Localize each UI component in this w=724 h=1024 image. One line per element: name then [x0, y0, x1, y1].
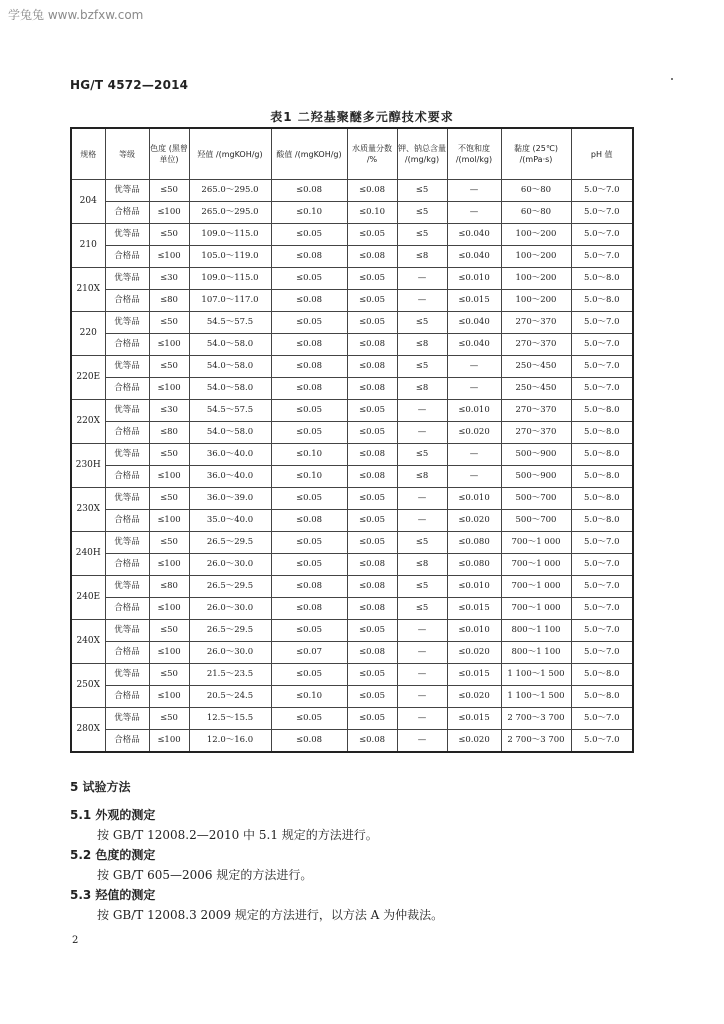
ph-cell: 5.0～8.0 [571, 686, 633, 708]
header-viscosity: 黏度 (25℃) /(mPa·s) [501, 128, 571, 180]
grade-cell: 合格品 [105, 246, 149, 268]
color-cell: ≤50 [149, 532, 189, 554]
unsat-cell: ≤0.020 [447, 686, 501, 708]
ph-cell: 5.0～8.0 [571, 488, 633, 510]
table-row [71, 268, 633, 290]
header-unsaturation: 不饱和度 /(mol/kg) [447, 128, 501, 180]
table-row [71, 532, 633, 554]
grade-cell: 合格品 [105, 686, 149, 708]
hydroxyl-cell: 12.5～15.5 [189, 708, 271, 730]
kna-cell: — [397, 422, 447, 444]
grade-cell: 优等品 [105, 488, 149, 510]
visc-cell: 60～80 [501, 202, 571, 224]
table-row [71, 444, 633, 466]
hydroxyl-cell: 36.0～40.0 [189, 466, 271, 488]
visc-cell: 250～450 [501, 356, 571, 378]
ph-cell: 5.0～8.0 [571, 466, 633, 488]
scan-speck [671, 78, 673, 80]
color-cell: ≤50 [149, 444, 189, 466]
table-row [71, 664, 633, 686]
acid-cell: ≤0.10 [271, 444, 347, 466]
hydroxyl-cell: 26.0～30.0 [189, 554, 271, 576]
ph-cell: 5.0～8.0 [571, 422, 633, 444]
color-cell: ≤50 [149, 664, 189, 686]
hydroxyl-cell: 54.0～58.0 [189, 356, 271, 378]
water-cell: ≤0.08 [347, 576, 397, 598]
water-cell: ≤0.05 [347, 532, 397, 554]
section-5-1-title: 5.1 外观的测定 [70, 808, 156, 822]
visc-cell: 100～200 [501, 290, 571, 312]
ph-cell: 5.0～7.0 [571, 180, 633, 202]
acid-cell: ≤0.08 [271, 576, 347, 598]
ph-cell: 5.0～8.0 [571, 444, 633, 466]
visc-cell: 2 700～3 700 [501, 708, 571, 730]
table-row [71, 488, 633, 510]
color-cell: ≤50 [149, 224, 189, 246]
kna-cell: ≤5 [397, 224, 447, 246]
visc-cell: 1 100～1 500 [501, 664, 571, 686]
table-row [71, 620, 633, 642]
kna-cell: ≤8 [397, 378, 447, 400]
hydroxyl-cell: 35.0～40.0 [189, 510, 271, 532]
document-code: HG/T 4572—2014 [70, 78, 189, 92]
water-cell: ≤0.05 [347, 708, 397, 730]
hydroxyl-cell: 20.5～24.5 [189, 686, 271, 708]
grade-cell: 合格品 [105, 554, 149, 576]
acid-cell: ≤0.10 [271, 202, 347, 224]
spec-code-cell: 210 [71, 224, 105, 268]
section-5-2-body: 按 GB/T 605—2006 规定的方法进行。 [97, 868, 313, 882]
section-5-3-title: 5.3 羟值的测定 [70, 888, 156, 902]
hydroxyl-cell: 36.0～40.0 [189, 444, 271, 466]
unsat-cell: ≤0.010 [447, 620, 501, 642]
table-row [71, 422, 633, 444]
visc-cell: 500～900 [501, 444, 571, 466]
header-color: 色度 (黑曾单位) [149, 128, 189, 180]
water-cell: ≤0.08 [347, 246, 397, 268]
hydroxyl-cell: 12.0～16.0 [189, 730, 271, 753]
grade-cell: 合格品 [105, 422, 149, 444]
color-cell: ≤80 [149, 290, 189, 312]
ph-cell: 5.0～7.0 [571, 620, 633, 642]
kna-cell: ≤5 [397, 202, 447, 224]
kna-cell: — [397, 400, 447, 422]
spec-code-cell: 240X [71, 620, 105, 664]
ph-cell: 5.0～7.0 [571, 378, 633, 400]
hydroxyl-cell: 26.5～29.5 [189, 576, 271, 598]
page-number: 2 [72, 935, 79, 946]
acid-cell: ≤0.05 [271, 312, 347, 334]
water-cell: ≤0.05 [347, 312, 397, 334]
visc-cell: 270～370 [501, 400, 571, 422]
visc-cell: 500～700 [501, 488, 571, 510]
color-cell: ≤100 [149, 686, 189, 708]
acid-cell: ≤0.05 [271, 708, 347, 730]
water-cell: ≤0.10 [347, 202, 397, 224]
grade-cell: 优等品 [105, 356, 149, 378]
kna-cell: ≤5 [397, 180, 447, 202]
table-row [71, 466, 633, 488]
unsat-cell: ≤0.010 [447, 488, 501, 510]
acid-cell: ≤0.05 [271, 532, 347, 554]
unsat-cell: — [447, 378, 501, 400]
color-cell: ≤100 [149, 730, 189, 753]
visc-cell: 700～1 000 [501, 598, 571, 620]
hydroxyl-cell: 54.5～57.5 [189, 400, 271, 422]
color-cell: ≤100 [149, 642, 189, 664]
kna-cell: — [397, 642, 447, 664]
grade-cell: 合格品 [105, 202, 149, 224]
table-row [71, 246, 633, 268]
unsat-cell: ≤0.010 [447, 268, 501, 290]
unsat-cell: ≤0.015 [447, 290, 501, 312]
table-row [71, 400, 633, 422]
header-spec: 规格 [71, 128, 105, 180]
acid-cell: ≤0.08 [271, 510, 347, 532]
water-cell: ≤0.05 [347, 488, 397, 510]
visc-cell: 100～200 [501, 246, 571, 268]
visc-cell: 700～1 000 [501, 554, 571, 576]
acid-cell: ≤0.10 [271, 466, 347, 488]
hydroxyl-cell: 54.0～58.0 [189, 422, 271, 444]
ph-cell: 5.0～7.0 [571, 598, 633, 620]
unsat-cell: — [447, 180, 501, 202]
acid-cell: ≤0.08 [271, 334, 347, 356]
ph-cell: 5.0～8.0 [571, 268, 633, 290]
visc-cell: 2 700～3 700 [501, 730, 571, 753]
water-cell: ≤0.08 [347, 444, 397, 466]
table-row [71, 334, 633, 356]
acid-cell: ≤0.08 [271, 378, 347, 400]
grade-cell: 优等品 [105, 224, 149, 246]
header-water: 水质量分数 /% [347, 128, 397, 180]
grade-cell: 优等品 [105, 444, 149, 466]
ph-cell: 5.0～7.0 [571, 202, 633, 224]
water-cell: ≤0.05 [347, 268, 397, 290]
visc-cell: 800～1 100 [501, 642, 571, 664]
spec-code-cell: 230H [71, 444, 105, 488]
table-row [71, 378, 633, 400]
hydroxyl-cell: 265.0～295.0 [189, 202, 271, 224]
water-cell: ≤0.08 [347, 356, 397, 378]
table-row [71, 730, 633, 753]
spec-code-cell: 210X [71, 268, 105, 312]
color-cell: ≤100 [149, 466, 189, 488]
header-hydroxyl: 羟值 /(mgKOH/g) [189, 128, 271, 180]
unsat-cell: ≤0.020 [447, 730, 501, 753]
table-row [71, 180, 633, 202]
table-body [71, 180, 633, 753]
water-cell: ≤0.05 [347, 620, 397, 642]
section-5-3-body: 按 GB/T 12008.3 2009 规定的方法进行，以方法 A 为仲裁法。 [97, 908, 444, 922]
kna-cell: — [397, 620, 447, 642]
ph-cell: 5.0～7.0 [571, 356, 633, 378]
color-cell: ≤80 [149, 422, 189, 444]
table-row [71, 356, 633, 378]
color-cell: ≤50 [149, 180, 189, 202]
hydroxyl-cell: 26.5～29.5 [189, 532, 271, 554]
color-cell: ≤100 [149, 378, 189, 400]
table-row [71, 312, 633, 334]
color-cell: ≤100 [149, 598, 189, 620]
acid-cell: ≤0.05 [271, 224, 347, 246]
color-cell: ≤30 [149, 268, 189, 290]
kna-cell: ≤5 [397, 312, 447, 334]
color-cell: ≤100 [149, 510, 189, 532]
grade-cell: 合格品 [105, 378, 149, 400]
color-cell: ≤30 [149, 400, 189, 422]
kna-cell: ≤8 [397, 246, 447, 268]
kna-cell: — [397, 488, 447, 510]
acid-cell: ≤0.08 [271, 246, 347, 268]
unsat-cell: ≤0.010 [447, 400, 501, 422]
ph-cell: 5.0～7.0 [571, 730, 633, 753]
grade-cell: 优等品 [105, 576, 149, 598]
hydroxyl-cell: 109.0～115.0 [189, 268, 271, 290]
visc-cell: 100～200 [501, 268, 571, 290]
hydroxyl-cell: 26.0～30.0 [189, 598, 271, 620]
grade-cell: 优等品 [105, 180, 149, 202]
color-cell: ≤80 [149, 576, 189, 598]
unsat-cell: — [447, 202, 501, 224]
section-5-2-title: 5.2 色度的测定 [70, 848, 156, 862]
ph-cell: 5.0～7.0 [571, 334, 633, 356]
visc-cell: 270～370 [501, 312, 571, 334]
hydroxyl-cell: 265.0～295.0 [189, 180, 271, 202]
unsat-cell: ≤0.040 [447, 246, 501, 268]
header-ph: pH 值 [571, 128, 633, 180]
unsat-cell: ≤0.015 [447, 598, 501, 620]
table-row [71, 598, 633, 620]
hydroxyl-cell: 21.5～23.5 [189, 664, 271, 686]
watermark-text: 学兔兔 www.bzfxw.com [8, 8, 144, 22]
spec-code-cell: 280X [71, 708, 105, 753]
table-row [71, 642, 633, 664]
kna-cell: — [397, 686, 447, 708]
unsat-cell: ≤0.010 [447, 576, 501, 598]
color-cell: ≤100 [149, 202, 189, 224]
grade-cell: 合格品 [105, 510, 149, 532]
color-cell: ≤100 [149, 246, 189, 268]
water-cell: ≤0.08 [347, 180, 397, 202]
ph-cell: 5.0～7.0 [571, 312, 633, 334]
grade-cell: 合格品 [105, 290, 149, 312]
table-row [71, 202, 633, 224]
acid-cell: ≤0.05 [271, 268, 347, 290]
table-header-row [71, 128, 633, 180]
grade-cell: 合格品 [105, 730, 149, 753]
water-cell: ≤0.05 [347, 400, 397, 422]
acid-cell: ≤0.05 [271, 554, 347, 576]
ph-cell: 5.0～8.0 [571, 510, 633, 532]
unsat-cell: ≤0.020 [447, 510, 501, 532]
unsat-cell: ≤0.040 [447, 312, 501, 334]
visc-cell: 500～700 [501, 510, 571, 532]
kna-cell: ≤8 [397, 466, 447, 488]
ph-cell: 5.0～7.0 [571, 708, 633, 730]
grade-cell: 优等品 [105, 532, 149, 554]
spec-table [70, 127, 634, 753]
kna-cell: — [397, 268, 447, 290]
kna-cell: — [397, 664, 447, 686]
visc-cell: 250～450 [501, 378, 571, 400]
hydroxyl-cell: 54.0～58.0 [189, 334, 271, 356]
acid-cell: ≤0.08 [271, 598, 347, 620]
visc-cell: 700～1 000 [501, 576, 571, 598]
table-row [71, 510, 633, 532]
table-caption: 表1 二羟基聚醚多元醇技术要求 [270, 110, 454, 124]
color-cell: ≤50 [149, 488, 189, 510]
table-row [71, 576, 633, 598]
spec-code-cell: 220X [71, 400, 105, 444]
kna-cell: — [397, 510, 447, 532]
water-cell: ≤0.05 [347, 290, 397, 312]
section-5-title: 5 试验方法 [70, 780, 131, 794]
water-cell: ≤0.08 [347, 598, 397, 620]
unsat-cell: ≤0.040 [447, 334, 501, 356]
unsat-cell: — [447, 444, 501, 466]
grade-cell: 合格品 [105, 598, 149, 620]
acid-cell: ≤0.05 [271, 620, 347, 642]
table-row [71, 686, 633, 708]
water-cell: ≤0.08 [347, 730, 397, 753]
spec-code-cell: 220E [71, 356, 105, 400]
visc-cell: 500～900 [501, 466, 571, 488]
ph-cell: 5.0～7.0 [571, 642, 633, 664]
color-cell: ≤50 [149, 356, 189, 378]
water-cell: ≤0.05 [347, 510, 397, 532]
unsat-cell: ≤0.080 [447, 532, 501, 554]
hydroxyl-cell: 54.5～57.5 [189, 312, 271, 334]
header-grade: 等级 [105, 128, 149, 180]
visc-cell: 100～200 [501, 224, 571, 246]
kna-cell: ≤5 [397, 444, 447, 466]
water-cell: ≤0.08 [347, 642, 397, 664]
hydroxyl-cell: 26.5～29.5 [189, 620, 271, 642]
acid-cell: ≤0.07 [271, 642, 347, 664]
hydroxyl-cell: 36.0～39.0 [189, 488, 271, 510]
spec-code-cell: 250X [71, 664, 105, 708]
grade-cell: 合格品 [105, 334, 149, 356]
ph-cell: 5.0～8.0 [571, 664, 633, 686]
ph-cell: 5.0～8.0 [571, 400, 633, 422]
acid-cell: ≤0.08 [271, 730, 347, 753]
visc-cell: 1 100～1 500 [501, 686, 571, 708]
color-cell: ≤100 [149, 334, 189, 356]
kna-cell: ≤8 [397, 334, 447, 356]
section-5-1-body: 按 GB/T 12008.2—2010 中 5.1 规定的方法进行。 [97, 828, 378, 842]
unsat-cell: — [447, 356, 501, 378]
acid-cell: ≤0.08 [271, 180, 347, 202]
unsat-cell: — [447, 466, 501, 488]
header-acid: 酸值 /(mgKOH/g) [271, 128, 347, 180]
visc-cell: 60～80 [501, 180, 571, 202]
grade-cell: 合格品 [105, 642, 149, 664]
kna-cell: ≤5 [397, 576, 447, 598]
acid-cell: ≤0.05 [271, 664, 347, 686]
acid-cell: ≤0.08 [271, 290, 347, 312]
unsat-cell: ≤0.020 [447, 422, 501, 444]
color-cell: ≤50 [149, 620, 189, 642]
water-cell: ≤0.05 [347, 422, 397, 444]
ph-cell: 5.0～7.0 [571, 576, 633, 598]
visc-cell: 270～370 [501, 334, 571, 356]
acid-cell: ≤0.05 [271, 422, 347, 444]
grade-cell: 优等品 [105, 312, 149, 334]
acid-cell: ≤0.08 [271, 356, 347, 378]
visc-cell: 800～1 100 [501, 620, 571, 642]
unsat-cell: ≤0.040 [447, 224, 501, 246]
ph-cell: 5.0～8.0 [571, 290, 633, 312]
header-k-na: 钾、钠总含量 /(mg/kg) [397, 128, 447, 180]
unsat-cell: ≤0.015 [447, 664, 501, 686]
water-cell: ≤0.08 [347, 378, 397, 400]
kna-cell: — [397, 708, 447, 730]
hydroxyl-cell: 107.0～117.0 [189, 290, 271, 312]
spec-code-cell: 240H [71, 532, 105, 576]
kna-cell: — [397, 730, 447, 753]
table-row [71, 708, 633, 730]
water-cell: ≤0.08 [347, 554, 397, 576]
water-cell: ≤0.05 [347, 664, 397, 686]
water-cell: ≤0.08 [347, 334, 397, 356]
grade-cell: 优等品 [105, 400, 149, 422]
acid-cell: ≤0.05 [271, 488, 347, 510]
color-cell: ≤50 [149, 312, 189, 334]
water-cell: ≤0.05 [347, 224, 397, 246]
grade-cell: 优等品 [105, 268, 149, 290]
ph-cell: 5.0～7.0 [571, 532, 633, 554]
spec-code-cell: 204 [71, 180, 105, 224]
hydroxyl-cell: 26.0～30.0 [189, 642, 271, 664]
table-row [71, 290, 633, 312]
kna-cell: — [397, 290, 447, 312]
acid-cell: ≤0.05 [271, 400, 347, 422]
visc-cell: 270～370 [501, 422, 571, 444]
kna-cell: ≤5 [397, 598, 447, 620]
grade-cell: 优等品 [105, 664, 149, 686]
spec-code-cell: 220 [71, 312, 105, 356]
kna-cell: ≤5 [397, 356, 447, 378]
spec-code-cell: 230X [71, 488, 105, 532]
unsat-cell: ≤0.015 [447, 708, 501, 730]
spec-code-cell: 240E [71, 576, 105, 620]
ph-cell: 5.0～7.0 [571, 246, 633, 268]
hydroxyl-cell: 105.0～119.0 [189, 246, 271, 268]
table-row [71, 224, 633, 246]
kna-cell: ≤8 [397, 554, 447, 576]
table-row [71, 554, 633, 576]
hydroxyl-cell: 109.0～115.0 [189, 224, 271, 246]
water-cell: ≤0.08 [347, 466, 397, 488]
grade-cell: 优等品 [105, 620, 149, 642]
unsat-cell: ≤0.020 [447, 642, 501, 664]
visc-cell: 700～1 000 [501, 532, 571, 554]
color-cell: ≤100 [149, 554, 189, 576]
ph-cell: 5.0～7.0 [571, 554, 633, 576]
grade-cell: 优等品 [105, 708, 149, 730]
ph-cell: 5.0～7.0 [571, 224, 633, 246]
hydroxyl-cell: 54.0～58.0 [189, 378, 271, 400]
grade-cell: 合格品 [105, 466, 149, 488]
color-cell: ≤50 [149, 708, 189, 730]
water-cell: ≤0.05 [347, 686, 397, 708]
unsat-cell: ≤0.080 [447, 554, 501, 576]
acid-cell: ≤0.10 [271, 686, 347, 708]
kna-cell: ≤5 [397, 532, 447, 554]
